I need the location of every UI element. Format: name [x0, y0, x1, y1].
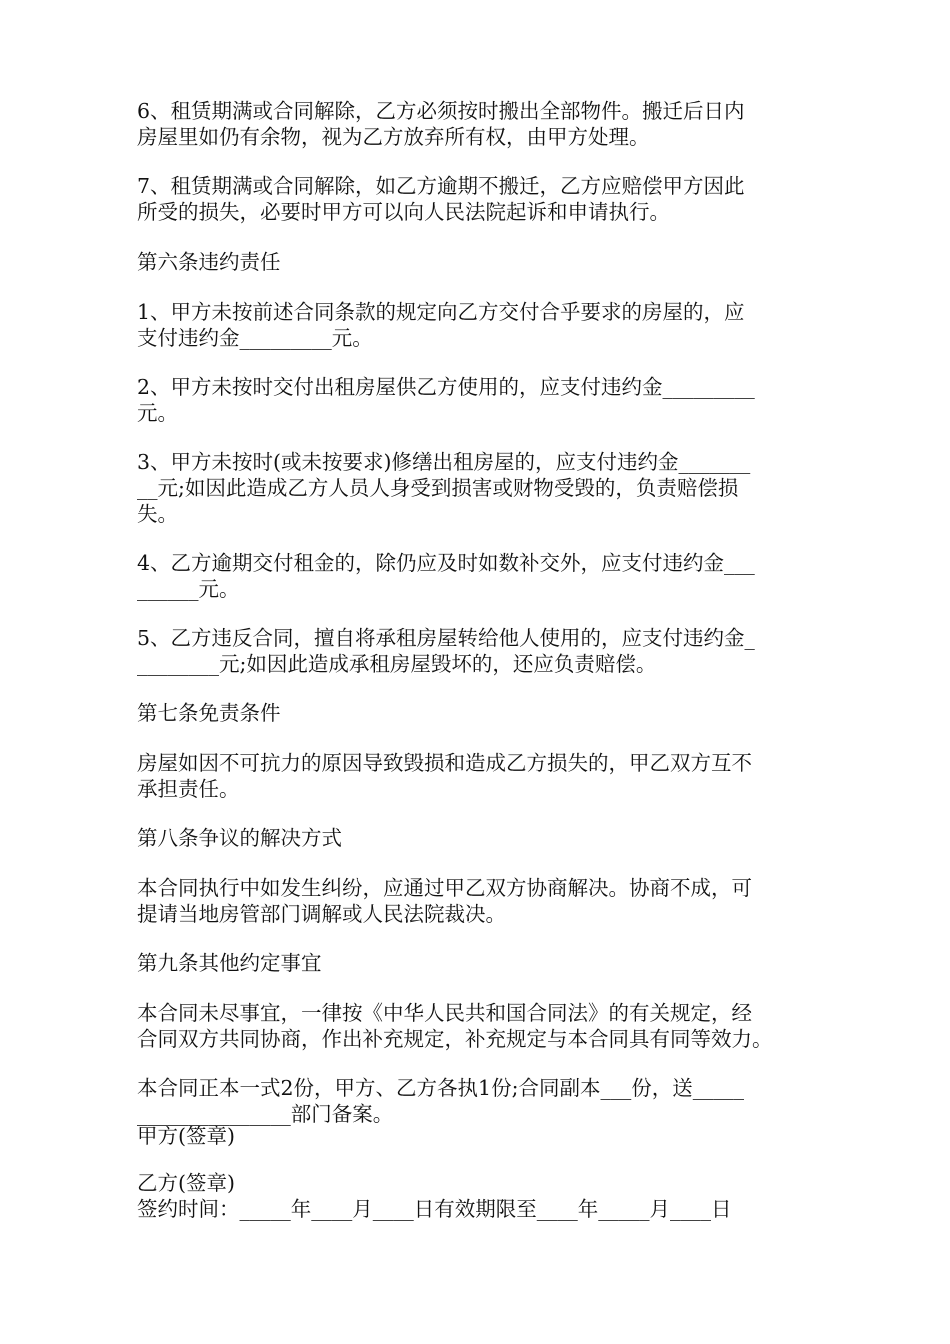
breach-item-3-line-2: __元;如因此造成乙方人员人身受到损害或财物受毁的，负责赔偿损 — [137, 476, 739, 500]
article-8-body-line-2: 提请当地房管部门调解或人民法院裁决。 — [137, 902, 506, 926]
article-9-body-line-1: 本合同未尽事宜，一律按《中华人民共和国合同法》的有关规定，经 — [137, 1001, 752, 1025]
breach-item-5-line-1: 5、乙方违反合同，擅自将承租房屋转给他人使用的，应支付违约金_ — [137, 626, 755, 650]
article-8-heading: 第八条争议的解决方式 — [137, 826, 342, 850]
breach-item-3-line-3: 失。 — [137, 502, 178, 526]
article-7-body-line-2: 承担责任。 — [137, 777, 240, 801]
breach-item-4-line-1: 4、乙方逾期交付租金的，除仍应及时如数补交外，应支付违约金___ — [137, 551, 755, 575]
clause-6-line-2: 房屋里如仍有余物，视为乙方放弃所有权，由甲方处理。 — [137, 125, 650, 149]
breach-item-4-line-2: ______元。 — [137, 577, 240, 601]
party-b-signature: 乙方(签章) — [137, 1171, 235, 1195]
copies-line-2: _______________部门备案。 — [137, 1102, 394, 1126]
article-7-heading: 第七条免责条件 — [137, 701, 281, 725]
article-7-body-line-1: 房屋如因不可抗力的原因导致毁损和造成乙方损失的，甲乙双方互不 — [137, 751, 752, 775]
clause-7-line-2: 所受的损失，必要时甲方可以向人民法院起诉和申请执行。 — [137, 200, 670, 224]
breach-item-5-line-2: ________元;如因此造成承租房屋毁坏的，还应负责赔偿。 — [137, 652, 657, 676]
clause-7-line-1: 7、租赁期满或合同解除，如乙方逾期不搬迁，乙方应赔偿甲方因此 — [137, 174, 745, 198]
breach-item-2-line-1: 2、甲方未按时交付出租房屋供乙方使用的，应支付违约金_________ — [137, 375, 755, 399]
breach-item-2-line-2: 元。 — [137, 401, 178, 425]
copies-line-1: 本合同正本一式2份，甲方、乙方各执1份;合同副本___份，送_____ — [137, 1076, 744, 1100]
article-9-body-line-2: 合同双方共同协商，作出补充规定，补充规定与本合同具有同等效力。 — [137, 1027, 773, 1051]
breach-item-3-line-1: 3、甲方未按时(或未按要求)修缮出租房屋的，应支付违约金_______ — [137, 450, 751, 474]
article-8-body-line-1: 本合同执行中如发生纠纷，应通过甲乙双方协商解决。协商不成，可 — [137, 876, 752, 900]
article-6-heading: 第六条违约责任 — [137, 250, 281, 274]
breach-item-1-line-1: 1、甲方未按前述合同条款的规定向乙方交付合乎要求的房屋的，应 — [137, 300, 745, 324]
party-a-signature: 甲方(签章) — [137, 1124, 235, 1148]
article-9-heading: 第九条其他约定事宜 — [137, 951, 322, 975]
clause-6-line-1: 6、租赁期满或合同解除，乙方必须按时搬出全部物件。搬迁后日内 — [137, 99, 745, 123]
signing-date-line: 签约时间：_____年____月____日有效期限至____年_____月____日 — [137, 1197, 732, 1221]
breach-item-1-line-2: 支付违约金_________元。 — [137, 326, 373, 350]
